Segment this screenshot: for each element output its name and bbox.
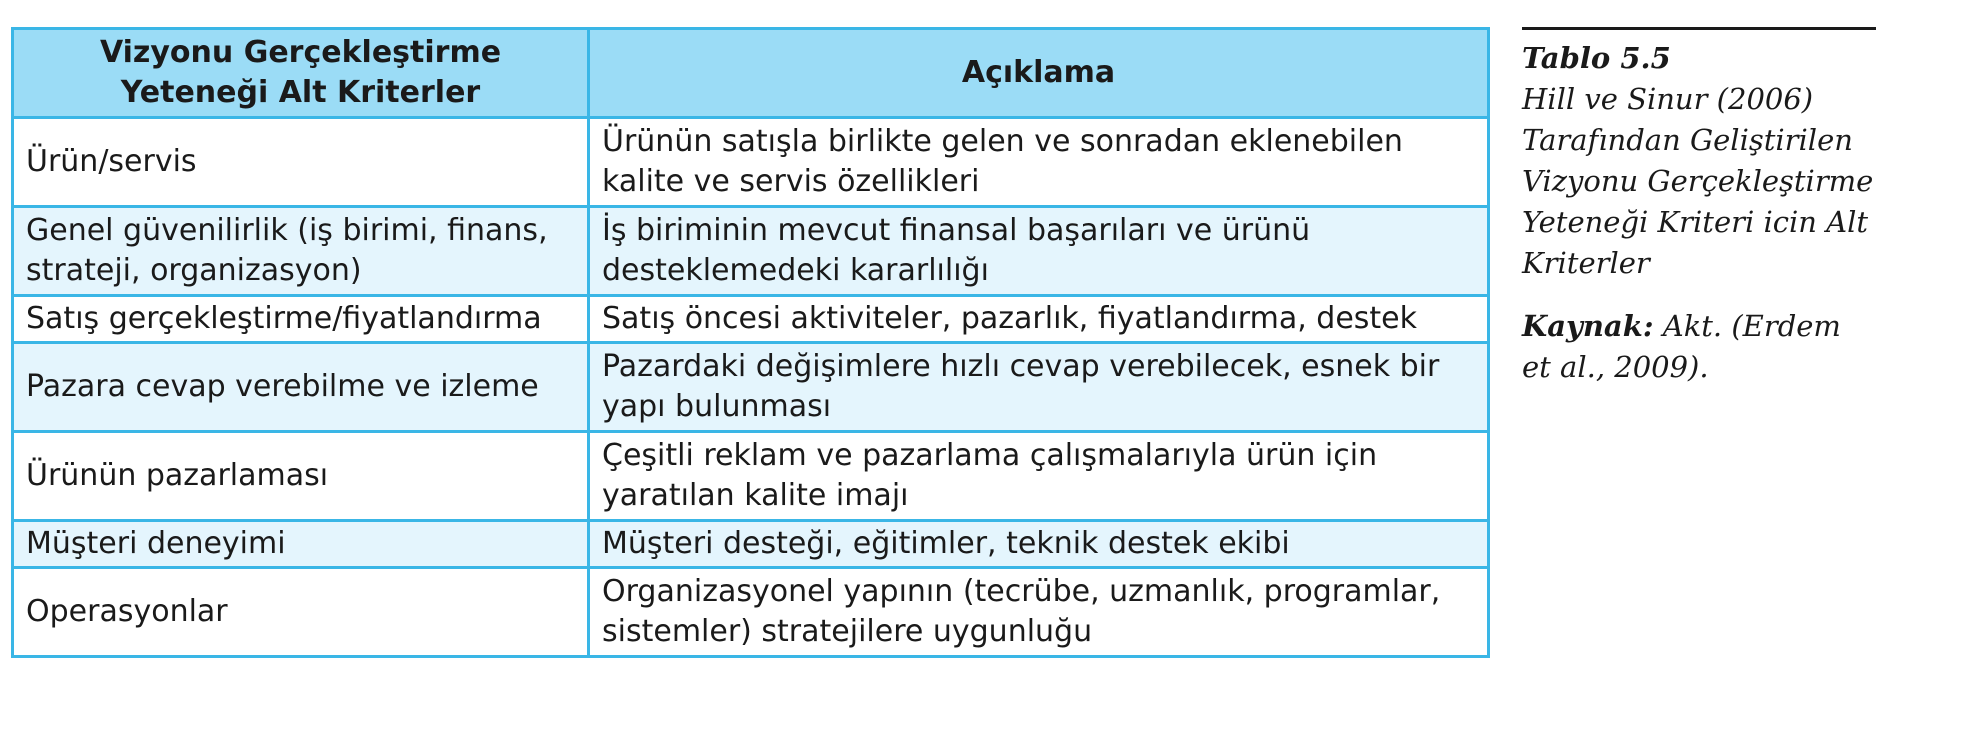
caption-body: Hill ve Sinur (2006) Tarafından Geliştirilen Vizyonu Gerçekleştirme Yeteneği Kriteri icin Alt Kriterler	[1522, 82, 1874, 280]
criterion-cell: Müşteri deneyimi	[13, 521, 589, 568]
criterion-cell: Genel güvenilirlik (iş birimi, finans, strateji, organizasyon)	[13, 207, 589, 296]
criterion-cell: Satış gerçekleştirme/fiyatlandırma	[13, 296, 589, 343]
table-row	[13, 343, 1489, 432]
criteria-table-container	[11, 27, 1487, 658]
criterion-cell: Ürün/servis	[13, 118, 589, 207]
table-row	[13, 118, 1489, 207]
table-row	[13, 432, 1489, 521]
table-caption	[1522, 27, 1876, 388]
caption-title: Tablo 5.5	[1522, 41, 1671, 75]
criteria-table	[11, 27, 1490, 658]
table-header-row	[13, 29, 1489, 118]
caption-source	[1522, 306, 1876, 388]
description-cell: Ürünün satışla birlikte gelen ve sonradan eklenebilen kalite ve servis özellikleri	[589, 118, 1489, 207]
source-label: Kaynak:	[1522, 309, 1654, 343]
criterion-cell: Pazara cevap verebilme ve izleme	[13, 343, 589, 432]
criterion-cell: Ürünün pazarlaması	[13, 432, 589, 521]
table-row	[13, 521, 1489, 568]
table-row	[13, 207, 1489, 296]
criterion-cell: Operasyonlar	[13, 568, 589, 657]
description-cell: İş biriminin mevcut finansal başarıları ve ürünü desteklemedeki kararlılığı	[589, 207, 1489, 296]
description-cell: Çeşitli reklam ve pazarlama çalışmalarıyla ürün için yaratılan kalite imajı	[589, 432, 1489, 521]
header-description: Açıklama	[589, 29, 1489, 118]
source-text: Akt. (Erdem et al., 2009).	[1522, 309, 1841, 384]
description-cell: Organizasyonel yapının (tecrübe, uzmanlık, programlar, sistemler) stratejilere uygunluğu	[589, 568, 1489, 657]
description-cell: Müşteri desteği, eğitimler, teknik destek ekibi	[589, 521, 1489, 568]
table-row	[13, 568, 1489, 657]
header-criteria: Vizyonu Gerçekleştirme Yeteneği Alt Kriterler	[13, 29, 589, 118]
description-cell: Satış öncesi aktiviteler, pazarlık, fiyatlandırma, destek	[589, 296, 1489, 343]
table-row	[13, 296, 1489, 343]
description-cell: Pazardaki değişimlere hızlı cevap verebilecek, esnek bir yapı bulunması	[589, 343, 1489, 432]
